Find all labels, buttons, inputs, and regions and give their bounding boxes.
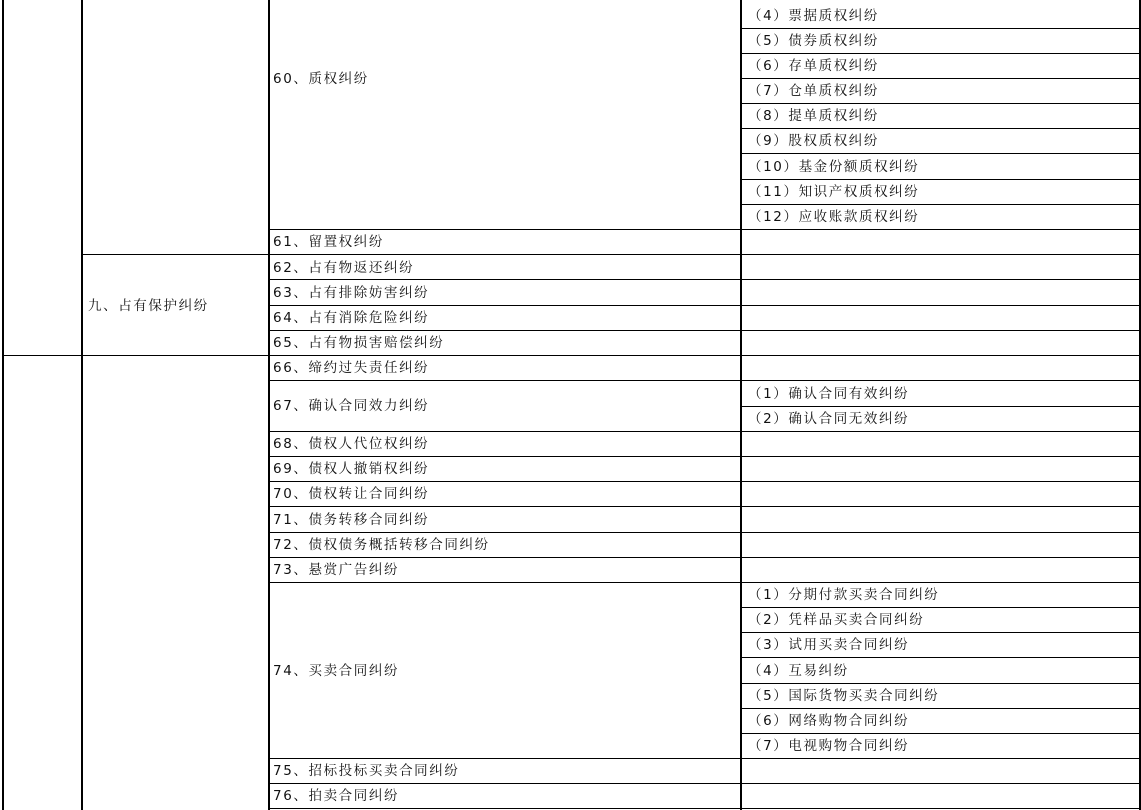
item-label: 61、留置权纠纷 [273,234,384,250]
row-border [740,204,1140,205]
row-border [268,431,1140,432]
item-label: 67、确认合同效力纠纷 [273,398,430,414]
sub-item: （3）试用买卖合同纠纷 [748,637,910,653]
sub-item: （2）凭样品买卖合同纠纷 [748,612,925,628]
item-label: 62、占有物返还纠纷 [273,260,415,276]
row-border [268,380,1140,381]
item-label: 64、占有消除危险纠纷 [273,310,430,326]
item-label: 66、缔约过失责任纠纷 [273,360,430,376]
row-border [740,683,1140,684]
row-border [2,355,1140,356]
row-border [268,808,1140,809]
item-label: 65、占有物损害赔偿纠纷 [273,335,445,351]
col-border [81,0,83,810]
item-label: 71、债务转移合同纠纷 [273,512,430,528]
row-border [740,28,1140,29]
sub-item: （7）仓单质权纠纷 [748,83,879,99]
sub-item: （5）债券质权纠纷 [748,33,879,49]
sub-item: （4）互易纠纷 [748,663,849,679]
row-border [740,103,1140,104]
col-border [268,0,270,810]
row-border [268,279,1140,280]
row-border [268,481,1140,482]
row-border [268,758,1140,759]
row-border [268,582,1140,583]
item-label: 76、拍卖合同纠纷 [273,788,400,804]
item-label: 75、招标投标买卖合同纠纷 [273,763,460,779]
sub-item: （9）股权质权纠纷 [748,133,879,149]
row-border [268,506,1140,507]
sub-item: （12）应收账款质权纠纷 [748,209,920,225]
row-border [740,657,1140,658]
row-border [268,456,1140,457]
sub-item: （10）基金份额质权纠纷 [748,159,920,175]
item-label: 60、质权纠纷 [273,71,369,87]
row-border [740,406,1140,407]
sub-item: （4）票据质权纠纷 [748,8,879,24]
sub-item: （2）确认合同无效纠纷 [748,411,910,427]
col-border [740,0,742,810]
item-label: 72、债权债务概括转移合同纠纷 [273,537,490,553]
sub-item: （8）提单质权纠纷 [748,108,879,124]
item-label: 70、债权转让合同纠纷 [273,486,430,502]
sub-item: （7）电视购物合同纠纷 [748,738,910,754]
row-border [268,330,1140,331]
section-label: 九、占有保护纠纷 [88,298,209,314]
row-border [81,254,1140,255]
item-label: 69、债权人撤销权纠纷 [273,461,430,477]
row-border [268,229,1140,230]
item-label: 63、占有排除妨害纠纷 [273,285,430,301]
sub-item: （1）分期付款买卖合同纠纷 [748,587,940,603]
col-border [1139,0,1141,810]
row-border [740,128,1140,129]
row-border [268,557,1140,558]
col-border [2,0,4,810]
item-label: 73、悬赏广告纠纷 [273,562,400,578]
row-border [740,708,1140,709]
row-border [740,179,1140,180]
item-label: 68、债权人代位权纠纷 [273,436,430,452]
row-border [740,53,1140,54]
sub-item: （1）确认合同有效纠纷 [748,386,910,402]
row-border [740,78,1140,79]
row-border [268,783,1140,784]
sub-item: （11）知识产权质权纠纷 [748,184,920,200]
row-border [740,733,1140,734]
sub-item: （6）存单质权纠纷 [748,58,879,74]
row-border [740,607,1140,608]
sub-item: （6）网络购物合同纠纷 [748,713,910,729]
row-border [740,153,1140,154]
row-border [740,632,1140,633]
sub-item: （5）国际货物买卖合同纠纷 [748,688,940,704]
row-border [268,532,1140,533]
item-label: 74、买卖合同纠纷 [273,663,400,679]
row-border [268,305,1140,306]
